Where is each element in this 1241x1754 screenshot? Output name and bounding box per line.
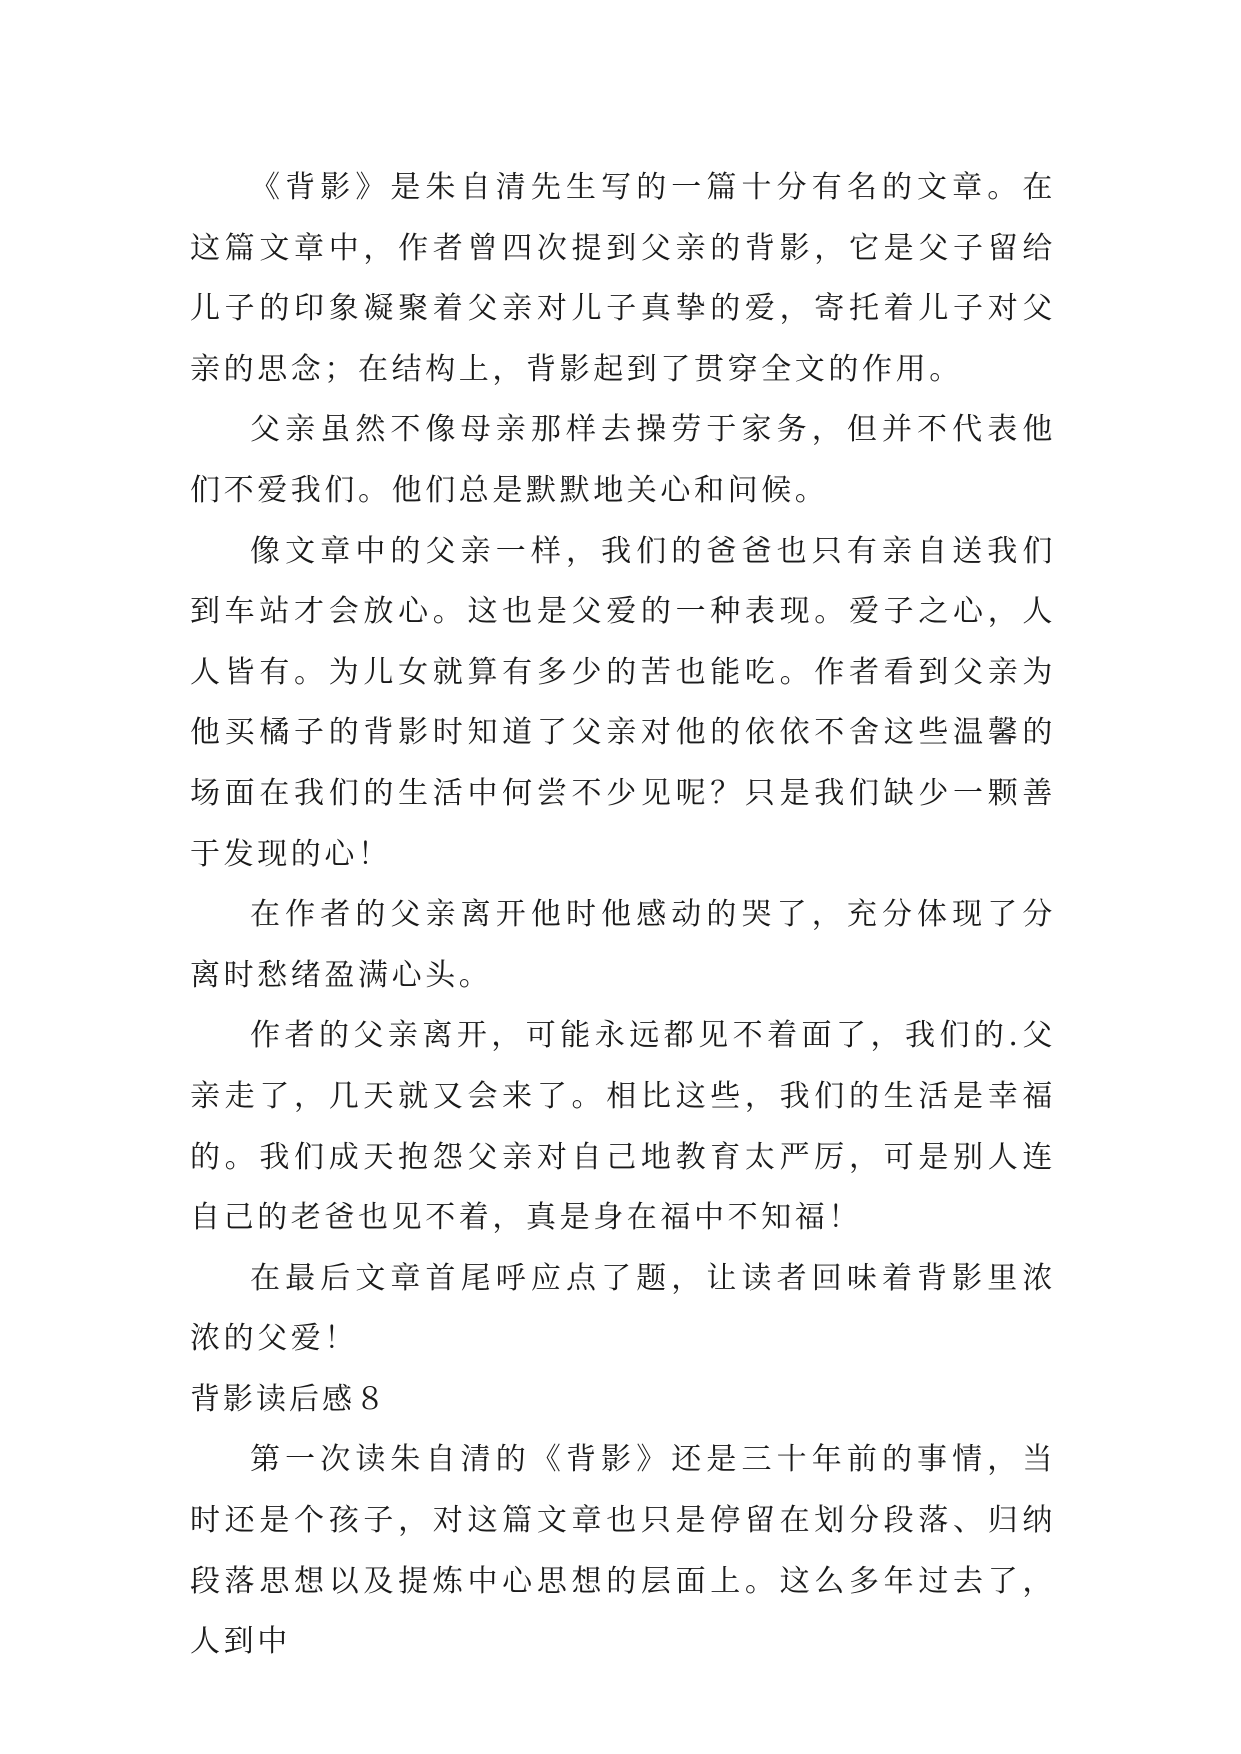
paragraph-7: 第一次读朱自清的《背影》还是三十年前的事情，当时还是个孩子，对这篇文章也只是停留在划分段落、归纳段落思想以及提炼中心思想的层面上。这么多年过去了，人到中	[190, 1442, 1056, 1660]
paragraph-5: 作者的父亲离开，可能永远都见不着面了，我们的.父亲走了，几天就又会来了。相比这些，我们的生活是幸福的。我们成天抱怨父亲对自己地教育太严厉，可是别人连自己的老爸也见不着，真是身在福中不知福！	[190, 1018, 1056, 1236]
paragraph-6: 在最后文章首尾呼应点了题，让读者回味着背影里浓浓的父爱！	[190, 1260, 1056, 1357]
paragraph-2: 父亲虽然不像母亲那样去操劳于家务，但并不代表他们不爱我们。他们总是默默地关心和问候。	[190, 412, 1056, 508]
paragraph-3: 像文章中的父亲一样，我们的爸爸也只有亲自送我们到车站才会放心。这也是父爱的一种表现。爱子之心，人人皆有。为儿女就算有多少的苦也能吃。作者看到父亲为他买橘子的背影时知道了父亲对他的依依不舍这些温馨的场面在我们的生活中何尝不少见呢？只是我们缺少一颗善于发现的心！	[190, 533, 1056, 872]
paragraph-1: 《背影》是朱自清先生写的一篇十分有名的文章。在这篇文章中，作者曾四次提到父亲的背影，它是父子留给儿子的印象凝聚着父亲对儿子真挚的爱，寄托着儿子对父亲的思念；在结构上，背影起到了贯穿全文的作用。	[190, 170, 1056, 387]
document-body	[190, 158, 1056, 1673]
section-heading: 背影读后感８	[190, 1381, 388, 1417]
paragraph-4: 在作者的父亲离开他时他感动的哭了，充分体现了分离时愁绪盈满心头。	[190, 897, 1056, 993]
